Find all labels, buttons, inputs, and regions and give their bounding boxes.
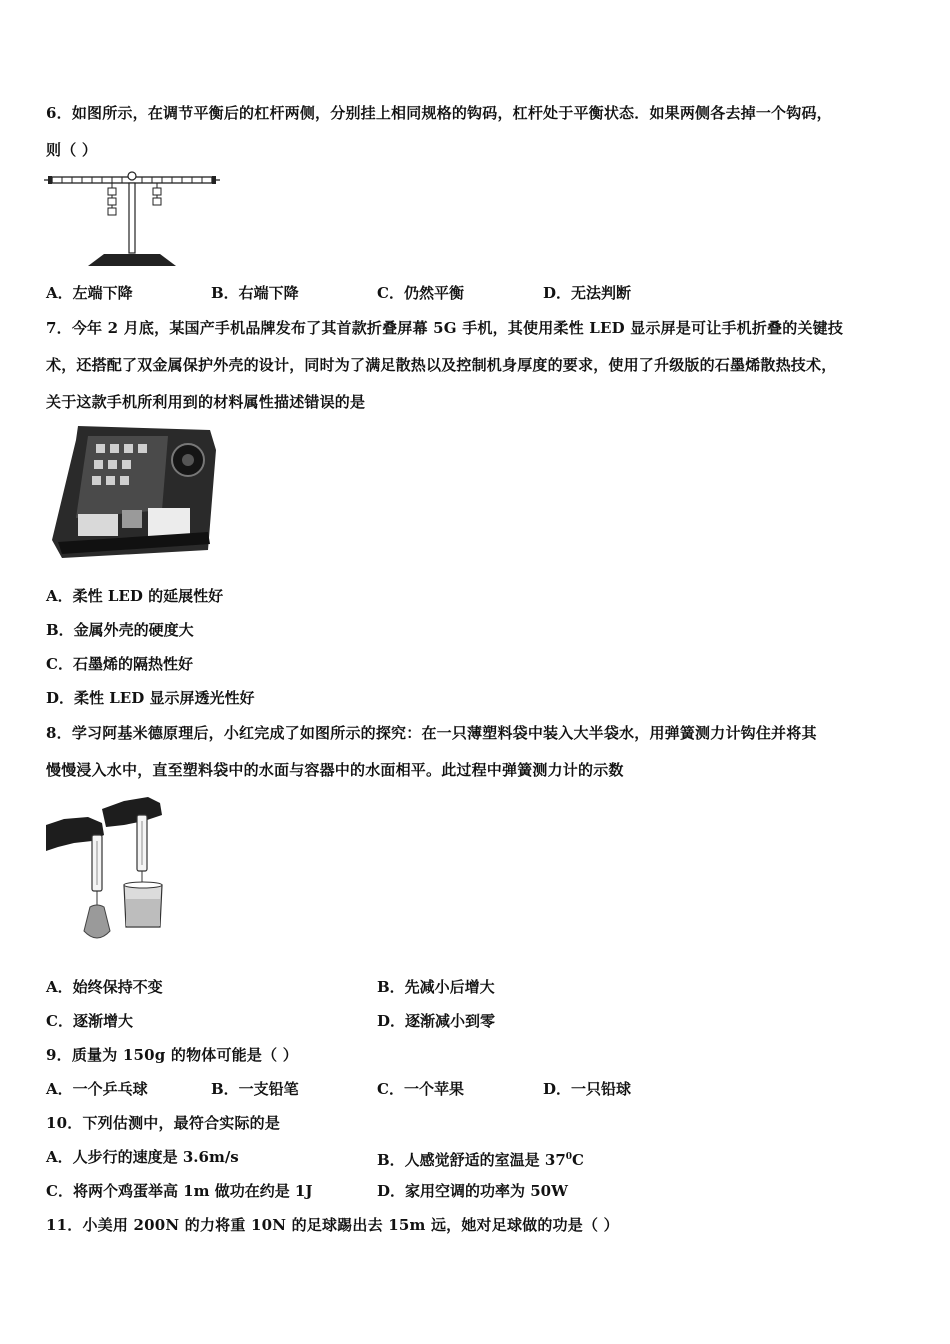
q10-option-b-superscript: 0 bbox=[565, 1152, 573, 1162]
q8-stem-line2: 慢慢浸入水中，直至塑料袋中的水面与容器中的水面相平。此过程中弹簧测力计的示数 bbox=[46, 761, 624, 779]
q10-option-b[interactable] bbox=[377, 1147, 584, 1170]
q10-option-d[interactable]: D．家用空调的功率为 50W bbox=[377, 1182, 568, 1200]
q6-stem-line1: 6．如图所示，在调节平衡后的杠杆两侧，分别挂上相同规格的钩码，杠杆处于平衡状态．如果两侧各去掉一个钩码， bbox=[46, 104, 832, 122]
q10-option-c[interactable]: C．将两个鸡蛋举高 1m 做功在约是 1J bbox=[46, 1182, 313, 1200]
q6-stem-line2: 则（ ） bbox=[46, 141, 98, 159]
q7-option-c[interactable]: C．石墨烯的隔热性好 bbox=[46, 655, 193, 673]
q10-stem: 10．下列估测中，最符合实际的是 bbox=[46, 1114, 281, 1132]
q9-option-b[interactable]: B．一支铅笔 bbox=[211, 1080, 299, 1098]
q9-option-a[interactable]: A．一个乒乓球 bbox=[46, 1080, 148, 1098]
q7-stem-line1: 7．今年 2 月底，某国产手机品牌发布了其首款折叠屏幕 5G 手机，其使用柔性 LED 显示屏是可让手机折叠的关键技 bbox=[46, 319, 844, 337]
q8-option-c[interactable]: C．逐渐增大 bbox=[46, 1012, 133, 1030]
q10-option-b-unit: C bbox=[572, 1151, 584, 1169]
q6-option-c[interactable]: C．仍然平衡 bbox=[377, 284, 464, 302]
q10-option-a[interactable]: A．人步行的速度是 3.6m/s bbox=[46, 1148, 239, 1166]
q9-option-c[interactable]: C．一个苹果 bbox=[377, 1080, 464, 1098]
q9-option-d[interactable]: D．一只铅球 bbox=[543, 1080, 632, 1098]
q7-stem-line2: 术，还搭配了双金属保护外壳的设计，同时为了满足散热以及控制机身厚度的要求，使用了升级版的石墨烯散热技术， bbox=[46, 356, 837, 374]
q7-stem-line3: 关于这款手机所利用到的材料属性描述错误的是 bbox=[46, 393, 366, 411]
q9-stem: 9．质量为 150g 的物体可能是（ ） bbox=[46, 1046, 298, 1064]
q8-option-a[interactable]: A．始终保持不变 bbox=[46, 978, 163, 996]
q11-stem: 11．小美用 200N 的力将重 10N 的足球踢出去 15m 远，她对足球做的功是（ ） bbox=[46, 1216, 619, 1234]
q10-option-b-text: B．人感觉舒适的室温是 37 bbox=[377, 1151, 566, 1169]
q6-option-d[interactable]: D．无法判断 bbox=[543, 284, 632, 302]
folding-phone-photo bbox=[48, 422, 220, 564]
q8-stem-line1: 8．学习阿基米德原理后，小红完成了如图所示的探究：在一只薄塑料袋中装入大半袋水，用弹簧测力计钩住并将其 bbox=[46, 724, 817, 742]
q8-option-b[interactable]: B．先减小后增大 bbox=[377, 978, 495, 996]
q7-option-a[interactable]: A．柔性 LED 的延展性好 bbox=[46, 587, 224, 605]
q6-option-a[interactable]: A．左端下降 bbox=[46, 284, 133, 302]
q7-option-d[interactable]: D．柔性 LED 显示屏透光性好 bbox=[46, 689, 255, 707]
q7-option-b[interactable]: B．金属外壳的硬度大 bbox=[46, 621, 194, 639]
lever-balance-figure bbox=[44, 168, 220, 270]
spring-scale-experiment-figure bbox=[44, 795, 180, 953]
q6-option-b[interactable]: B．右端下降 bbox=[211, 284, 299, 302]
q8-option-d[interactable]: D．逐渐减小到零 bbox=[377, 1012, 496, 1030]
